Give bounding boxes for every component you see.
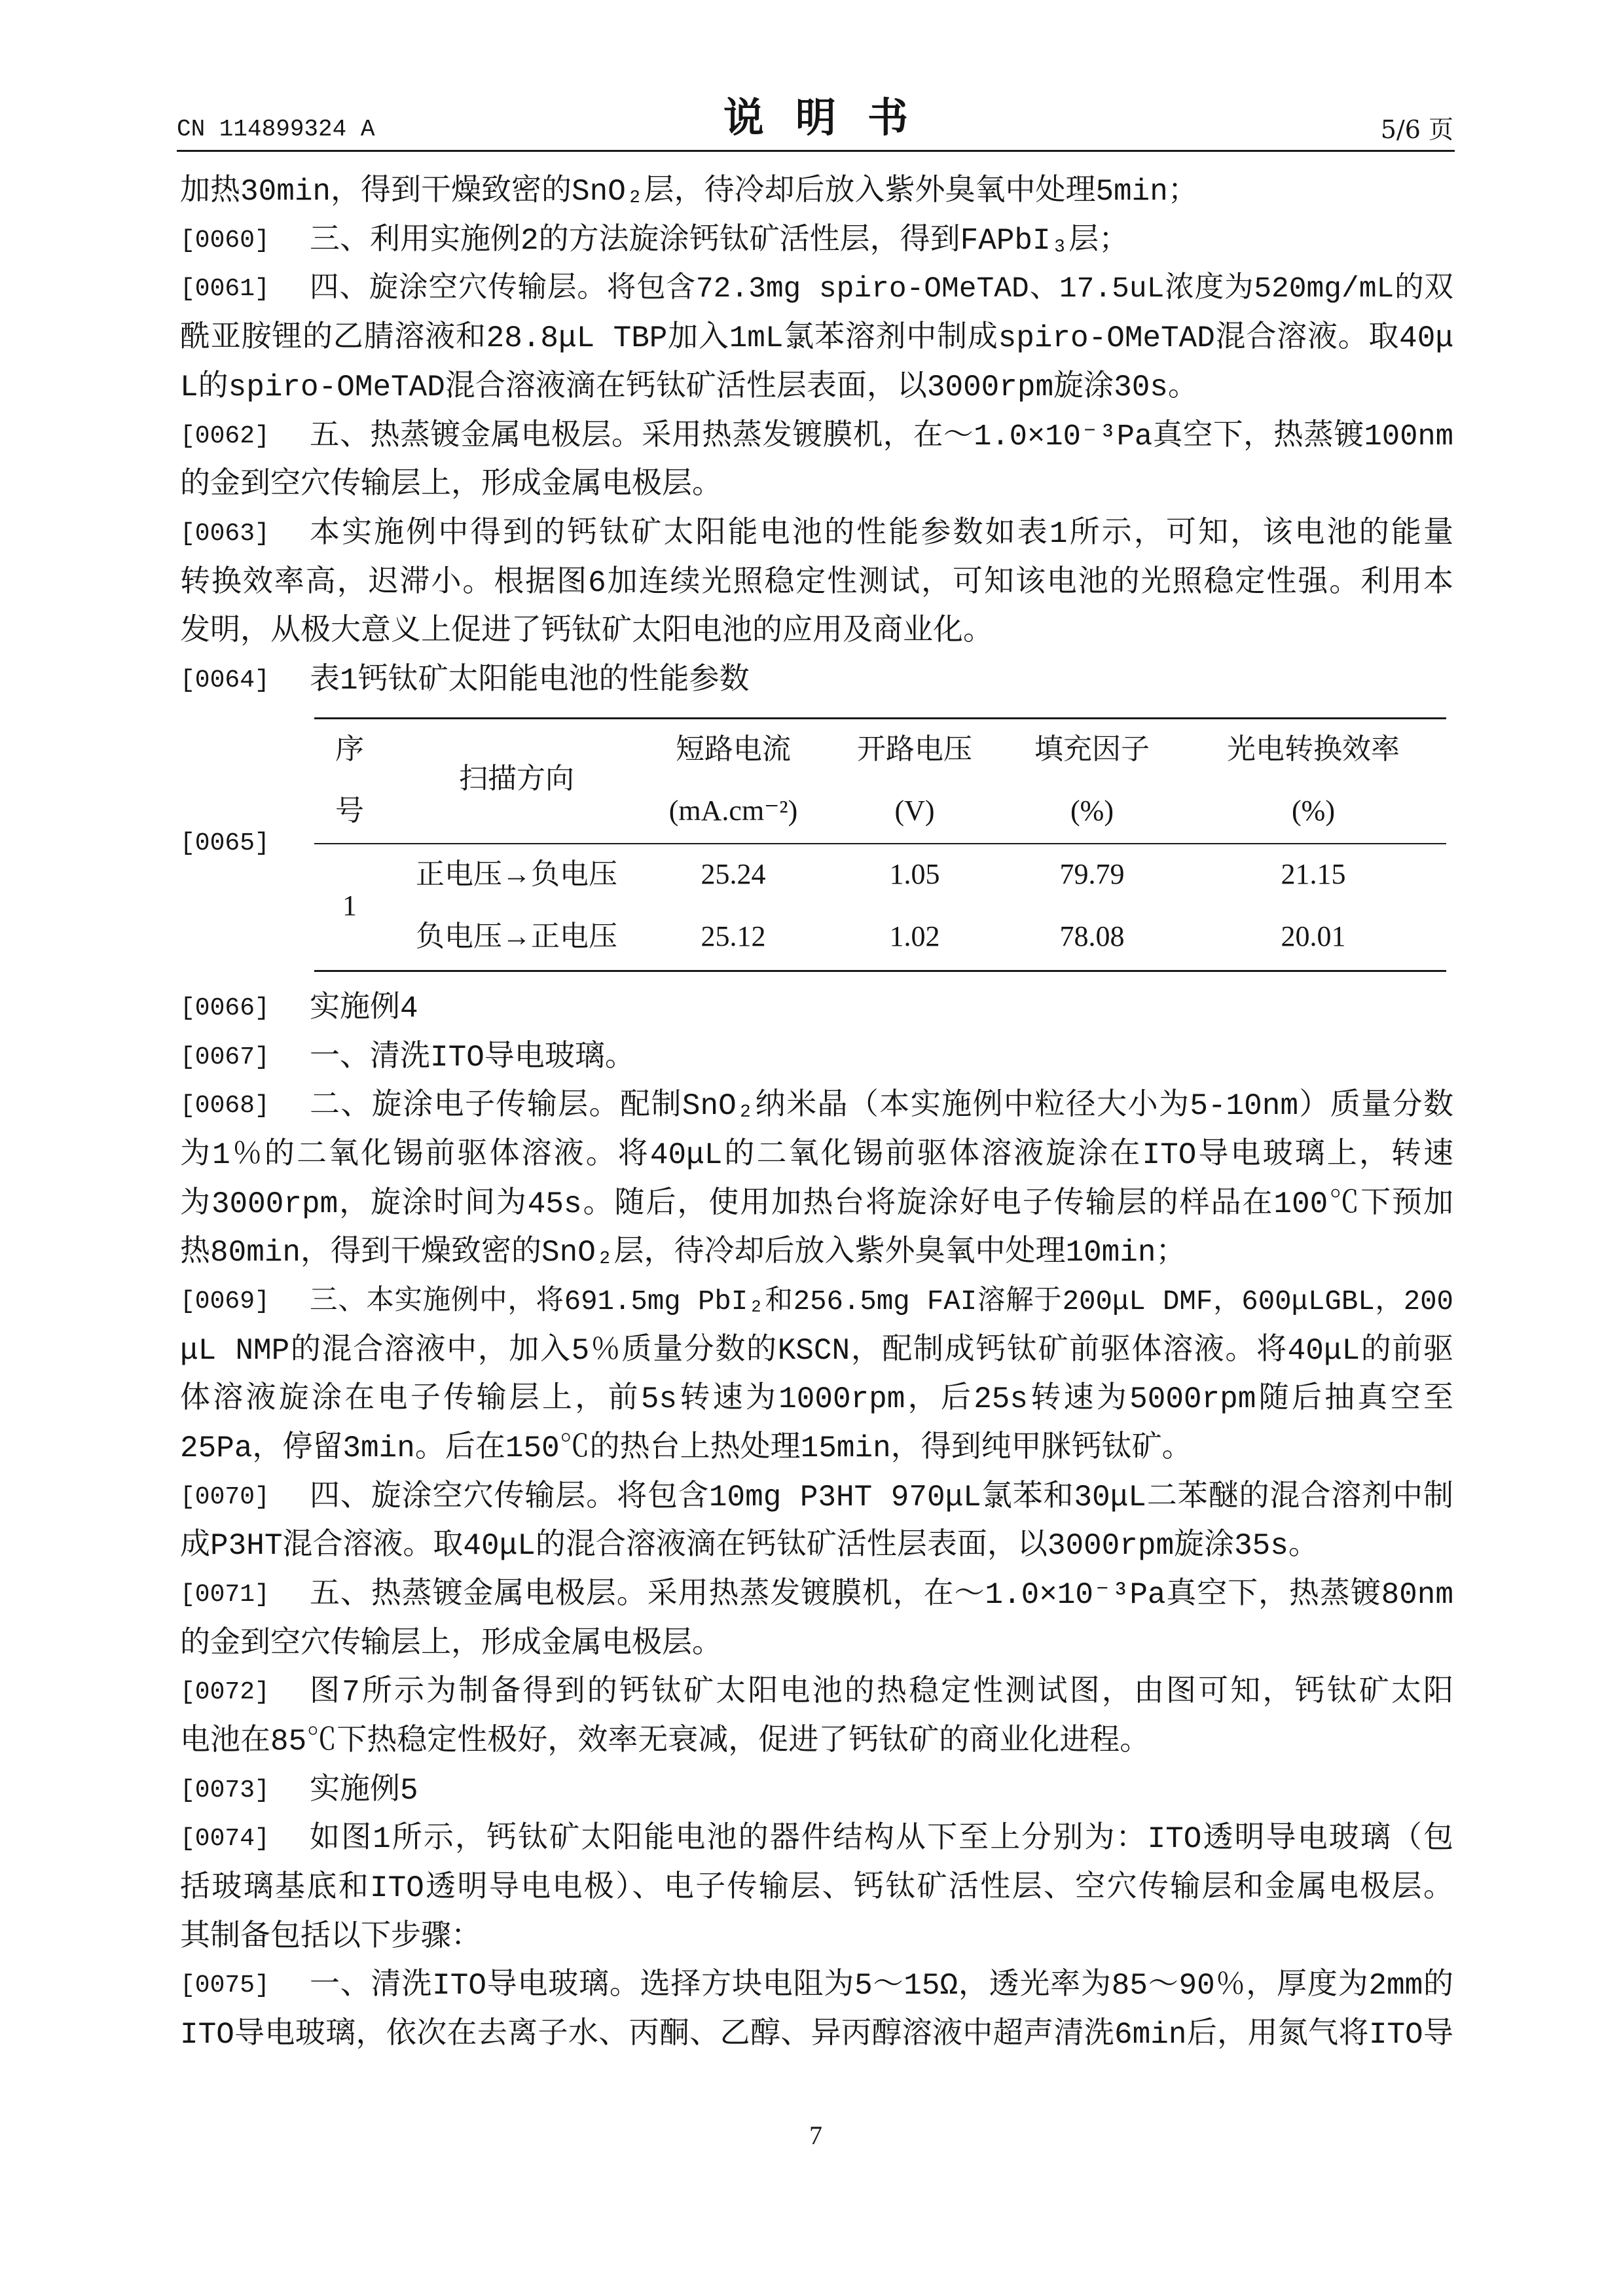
table-cell: 负电压→正电压 — [416, 920, 617, 952]
paragraph-number: [0061] — [180, 275, 270, 303]
paragraph-number: [0073] — [180, 1776, 270, 1804]
paragraph-text-line: 三、利用实施例2的方法旋涂钙钛矿活性层，得到FAPbI₃层； — [310, 224, 1129, 258]
table-caption: 表1钙钛矿太阳能电池的性能参数 — [310, 664, 750, 698]
paragraph-text-line: μL NMP的混合溶液中，加入5％质量分数的KSCN，配制成钙钛矿前驱体溶液。将40μL的前驱 — [180, 1334, 1453, 1368]
paragraph-text-line: 括玻璃基底和ITO透明导电电极）、电子传输层、钙钛矿活性层、空穴传输层和金属电极层。 — [180, 1871, 1453, 1905]
table-cell: 25.24 — [701, 858, 766, 890]
paragraph-number: [0068] — [180, 1092, 270, 1120]
paragraph-text-line: 一、清洗ITO导电玻璃。选择方块电阻为5～15Ω，透光率为85～90％，厚度为2mm的 — [310, 1969, 1453, 2003]
paragraph-text-line: 酰亚胺锂的乙腈溶液和28.8μL TBP加入1mL氯苯溶剂中制成spiro-OMeTAD混合溶液。取40μ — [180, 321, 1453, 355]
paragraph-number: [0067] — [180, 1043, 270, 1071]
paragraph-number: [0066] — [180, 994, 270, 1022]
paragraph-text-line: 为1％的二氧化锡前驱体溶液。将40μL的二氧化锡前驱体溶液旋涂在ITO导电玻璃上，转速 — [180, 1138, 1453, 1172]
table-header-rule — [314, 843, 1446, 844]
table-cell: 1.05 — [889, 858, 940, 890]
paragraph-number: [0065] — [180, 829, 270, 857]
paragraph-text-line: 四、旋涂空穴传输层。将包含10mg P3HT 970μL氯苯和30μL二苯醚的混合溶剂中制 — [310, 1480, 1453, 1515]
table-cell: 25.12 — [701, 920, 766, 952]
section-heading: 实施例4 — [310, 992, 418, 1026]
paragraph-text-line: 二、旋涂电子传输层。配制SnO₂纳米晶（本实施例中粒径大小为5-10nm）质量分数 — [310, 1089, 1453, 1123]
table-cell: 正电压→负电压 — [416, 858, 617, 890]
paragraph-number: [0071] — [180, 1581, 270, 1609]
table-header-unit: (%) — [1292, 795, 1335, 827]
section-heading: 实施例5 — [310, 1774, 418, 1808]
paragraph-text-line: 为3000rpm，旋涂时间为45s。随后，使用加热台将旋涂好电子传输层的样品在100℃下预加 — [180, 1187, 1453, 1221]
paragraph-number: [0074] — [180, 1825, 270, 1853]
paragraph-number: [0063] — [180, 520, 270, 548]
table-sample-number: 1 — [342, 889, 357, 922]
header-rule — [177, 150, 1455, 152]
paragraph-number: [0069] — [180, 1287, 270, 1316]
paragraph-number: [0062] — [180, 422, 270, 450]
paragraph-text-line: 如图1所示，钙钛矿太阳能电池的器件结构从下至上分别为：ITO透明导电玻璃（包 — [310, 1822, 1453, 1856]
paragraph-number: [0064] — [180, 666, 270, 694]
paragraph-number: [0072] — [180, 1678, 270, 1706]
paragraph-text-line: L的spiro-OMeTAD混合溶液滴在钙钛矿活性层表面，以3000rpm旋涂30s。 — [180, 370, 1198, 404]
paragraph-text-line: 三、本实施例中，将691.5mg PbI₂和256.5mg FAI溶解于200μL DMF，600μLGBL，200 — [310, 1286, 1453, 1318]
paragraph-text-line: 其制备包括以下步骤： — [180, 1920, 481, 1954]
table-header-cell: 序 — [335, 733, 364, 765]
paragraph-text-line: 本实施例中得到的钙钛矿太阳能电池的性能参数如表1所示，可知，该电池的能量 — [310, 517, 1453, 551]
paragraph-number: [0075] — [180, 1971, 270, 2000]
table-cell: 20.01 — [1281, 920, 1346, 952]
table-header-cell: 扫描方向 — [459, 762, 574, 795]
table-header-cell: 光电转换效率 — [1227, 733, 1400, 765]
patent-number: CN 114899324 A — [177, 116, 375, 143]
table-cell: 78.08 — [1059, 920, 1125, 952]
table-cell: 21.15 — [1281, 858, 1346, 890]
paragraph-text-line: 电池在85℃下热稳定性极好，效率无衰减，促进了钙钛矿的商业化进程。 — [180, 1725, 1150, 1759]
table-header-cell: 开路电压 — [857, 733, 972, 765]
paragraph-text-line: 成P3HT混合溶液。取40μL的混合溶液滴在钙钛矿活性层表面，以3000rpm旋涂35s。 — [180, 1529, 1319, 1563]
paragraph-text-line: 五、热蒸镀金属电极层。采用热蒸发镀膜机，在～1.0×10⁻³Pa真空下，热蒸镀100nm — [310, 420, 1453, 454]
table-header-cell: 短路电流 — [676, 733, 791, 765]
paragraph-text-line: 四、旋涂空穴传输层。将包含72.3mg spiro-OMeTAD、17.5uL浓度为520mg/mL的双 — [310, 273, 1453, 306]
paragraph-text-line: 的金到空穴传输层上，形成金属电极层。 — [180, 468, 722, 502]
table-bottom-rule — [314, 970, 1446, 972]
paragraph-text-line: 加热30min，得到干燥致密的SnO₂层，待冷却后放入紫外臭氧中处理5min； — [180, 175, 1198, 209]
page-indicator: 5/6 页 — [1380, 115, 1453, 144]
paragraph-text-line: 25Pa，停留3min。后在150℃的热台上热处理15min，得到纯甲脒钙钛矿。 — [180, 1431, 1192, 1465]
page-number: 7 — [809, 2121, 822, 2150]
paragraph-text-line: ITO导电玻璃，依次在去离子水、丙酮、乙醇、异丙醇溶液中超声清洗6min后，用氮气将ITO导 — [180, 2018, 1453, 2052]
table-header-cell: 号 — [335, 795, 364, 827]
table-header-unit: (V) — [894, 795, 935, 827]
table-cell: 79.79 — [1059, 858, 1125, 890]
page-title: 说明书 — [723, 94, 940, 141]
paragraph-text-line: 一、清洗ITO导电玻璃。 — [310, 1041, 635, 1075]
table-top-rule — [314, 717, 1446, 719]
paragraph-text-line: 的金到空穴传输层上，形成金属电极层。 — [180, 1627, 722, 1661]
paragraph-text-line: 转换效率高，迟滞小。根据图6加连续光照稳定性测试，可知该电池的光照稳定性强。利用本 — [180, 566, 1453, 600]
paragraph-number: [0070] — [180, 1483, 270, 1511]
paragraph-text-line: 图7所示为制备得到的钙钛矿太阳电池的热稳定性测试图，由图可知，钙钛矿太阳 — [310, 1676, 1453, 1710]
paragraph-text-line: 五、热蒸镀金属电极层。采用热蒸发镀膜机，在～1.0×10⁻³Pa真空下，热蒸镀80nm — [310, 1578, 1453, 1612]
table-header-cell: 填充因子 — [1034, 733, 1150, 765]
table-header-unit: (mA.cm⁻²) — [668, 795, 798, 827]
paragraph-number: [0060] — [180, 226, 270, 255]
paragraph-text-line: 体溶液旋涂在电子传输层上，前5s转速为1000rpm，后25s转速为5000rpm随后抽真空至 — [180, 1382, 1453, 1416]
paragraph-text-line: 热80min，得到干燥致密的SnO₂层，待冷却后放入紫外臭氧中处理10min； — [180, 1236, 1186, 1270]
table-cell: 1.02 — [889, 920, 940, 952]
paragraph-text-line: 发明，从极大意义上促进了钙钛矿太阳电池的应用及商业化。 — [180, 615, 993, 649]
table-header-unit: (%) — [1070, 795, 1114, 827]
